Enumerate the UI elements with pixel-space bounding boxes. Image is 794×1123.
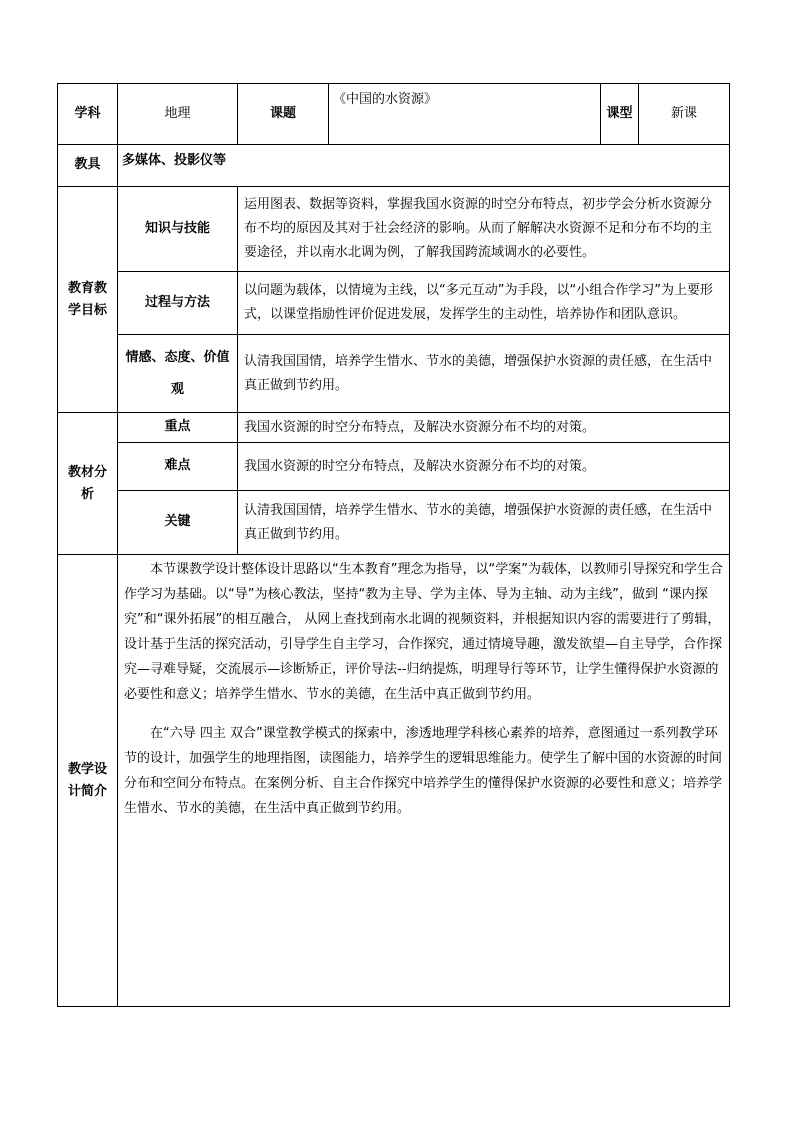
design-row [58, 555, 730, 1007]
design-content [118, 555, 730, 1007]
goal-label-knowledge: 知识与技能 [118, 187, 238, 272]
design-label: 教学设计简介 [58, 555, 118, 1007]
analysis-row-key [58, 413, 730, 443]
goal-label-values: 情感、态度、价值观 [118, 335, 238, 413]
analysis-text-critical: 认清我国国情，培养学生惜水、节水的美德，增强保护水资源的责任感，在生活中真正做到节约用。 [238, 491, 730, 555]
tools-value: 多媒体、投影仪等 [118, 145, 730, 187]
topic-value: 《中国的水资源》 [329, 84, 601, 145]
lesson-plan-table [57, 83, 730, 1007]
analysis-label-critical: 关键 [118, 491, 238, 555]
goal-text-values: 认清我国国情，培养学生惜水、节水的美德，增强保护水资源的责任感，在生活中真正做到节约用。 [238, 335, 730, 413]
subject-value: 地理 [118, 84, 238, 145]
analysis-row-critical [58, 491, 730, 555]
goal-label-process: 过程与方法 [118, 272, 238, 335]
tools-row [58, 145, 730, 187]
design-paragraph-1: 本节课教学设计整体设计思路以“生本教育”理念为指导，以“学案”为载体，以教师引导探究和学生合作学习为基础。以“导”为核心教法，坚持“教为主导、学为主体、导为主轴、动为主线”，做到 “课内探究”和“课外拓展”的相互融合， 从网上查找到南水北调的视频资料，并根据知识内容的需要进行了剪辑，设计基于生活的探究活动，引导学生自主学习，合作探究，通过情境导趣，激发欲望—自主导学，合作探究—寻难导疑，交流展示—诊断矫正，评价导法--归纳提炼，明理导行等环节，让学生懂得保护水资源的必要性和意义；培养学生惜水、节水的美德，在生活中真正做到节约用。 [124, 562, 723, 702]
type-value: 新课 [639, 84, 730, 145]
analysis-label: 教材分析 [58, 413, 118, 555]
goal-row-values [58, 335, 730, 413]
type-label: 课型 [601, 84, 639, 145]
analysis-row-difficulty [58, 443, 730, 491]
goal-row-process [58, 272, 730, 335]
analysis-label-key: 重点 [118, 413, 238, 443]
design-paragraph-2: 在“六导 四主 双合”课堂教学模式的探索中，渗透地理学科核心素养的培养，意图通过一系列教学环节的设计，加强学生的地理指图，读图能力，培养学生的逻辑思维能力。使学生了解中国的水资源的时间分布和空间分布特点。在案例分析、自主合作探究中培养学生的懂得保护水资源的必要性和意义；培养学生惜水、节水的美德，在生活中真正做到节约用。 [124, 726, 723, 816]
analysis-text-key: 我国水资源的时空分布特点，及解决水资源分布不均的对策。 [238, 413, 730, 443]
goals-label: 教育教学目标 [58, 187, 118, 413]
analysis-label-difficulty: 难点 [118, 443, 238, 491]
goal-text-knowledge: 运用图表、数据等资料，掌握我国水资源的时空分布特点，初步学会分析水资源分布不均的原因及其对于社会经济的影响。从而了解解决水资源不足和分布不均的主要途径，并以南水北调为例，了解我国跨流域调水的必要性。 [238, 187, 730, 272]
goal-row-knowledge [58, 187, 730, 272]
subject-label: 学科 [58, 84, 118, 145]
tools-label: 教具 [58, 145, 118, 187]
goal-text-process: 以问题为载体，以情境为主线，以“多元互动”为手段，以“小组合作学习”为上要形式，以课堂指励性评价促进发展，发挥学生的主动性，培养协作和团队意识。 [238, 272, 730, 335]
topic-label: 课题 [238, 84, 329, 145]
header-row [58, 84, 730, 145]
analysis-text-difficulty: 我国水资源的时空分布特点，及解决水资源分布不均的对策。 [238, 443, 730, 491]
